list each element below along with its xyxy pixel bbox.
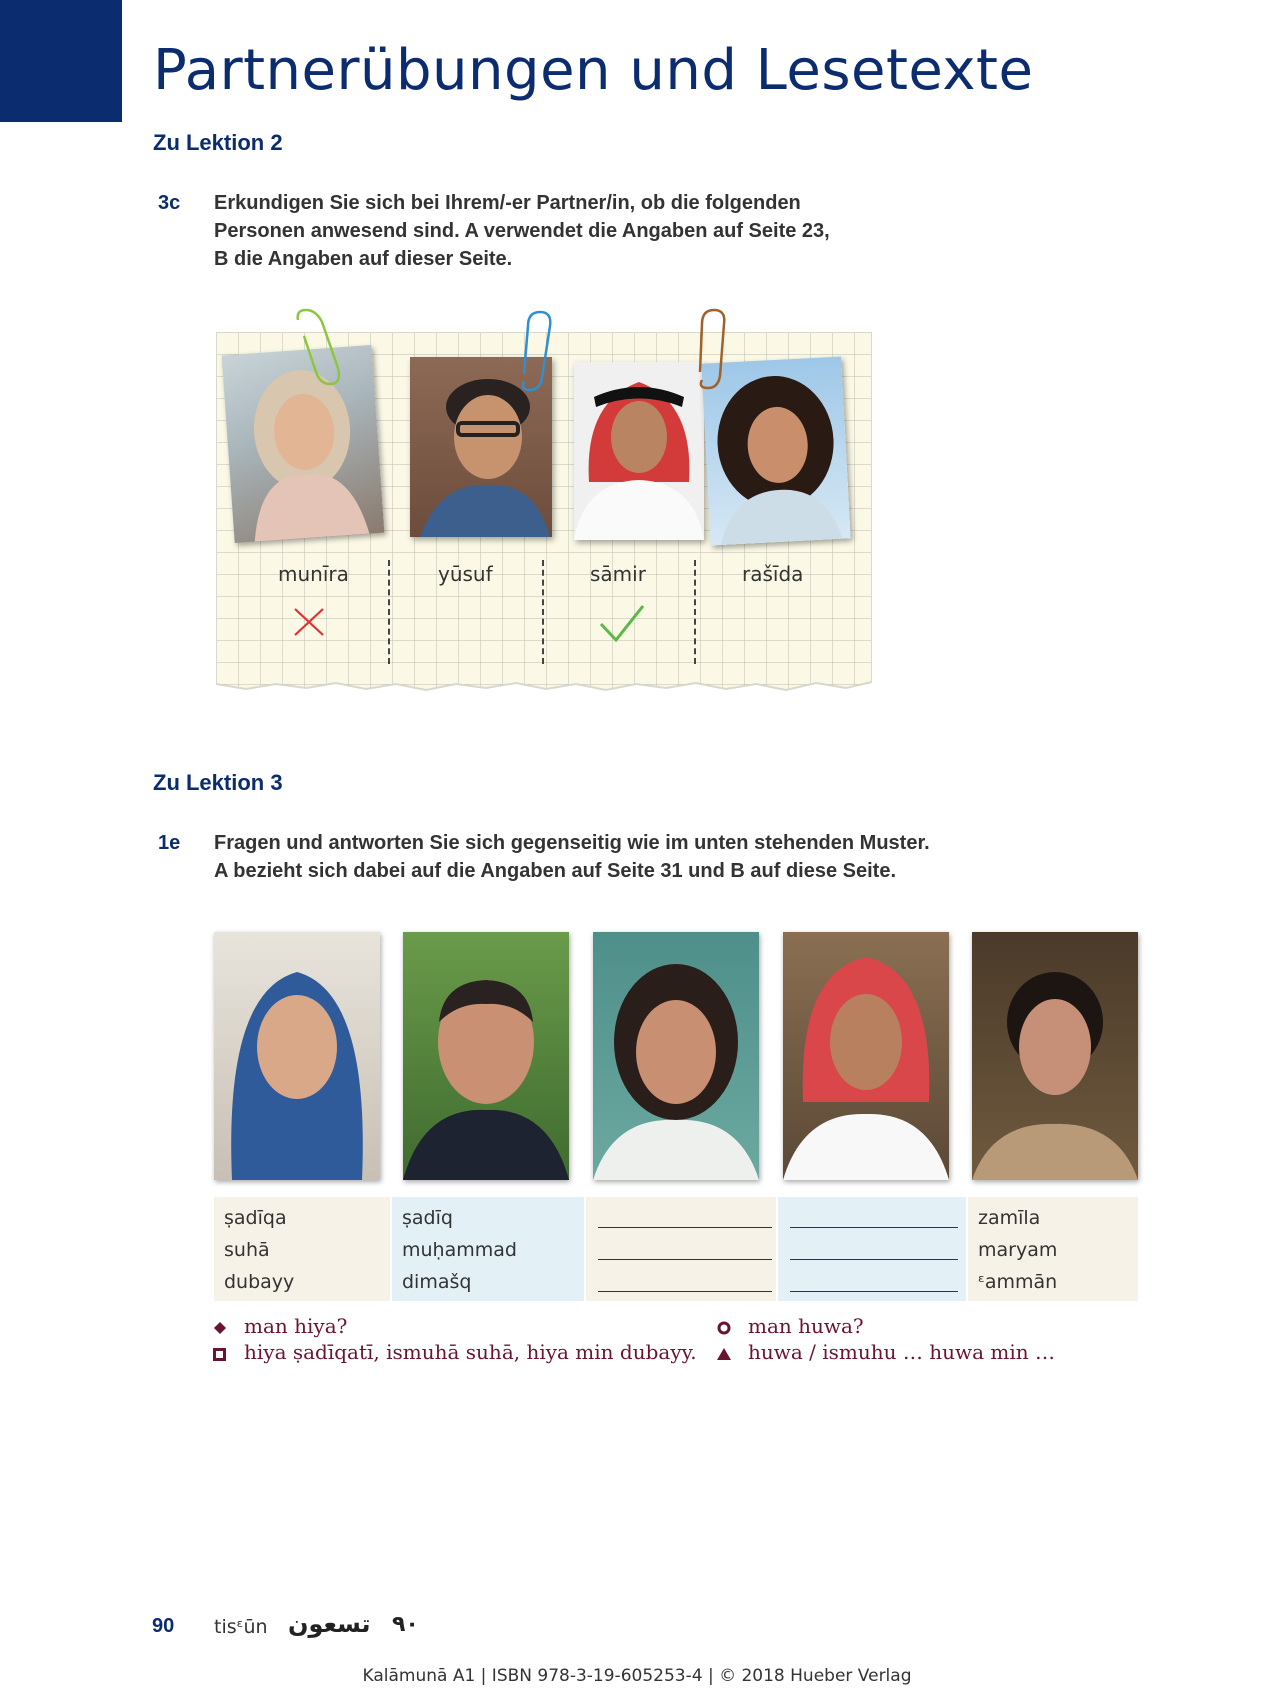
page-number-word: tisᵋūn [214,1616,268,1638]
column-divider [694,560,696,664]
instruction-line: Fragen und antworten Sie sich gegenseitig wie im unten stehenden Muster. [214,832,930,854]
page-number-arabic-digits: ٩٠ [392,1612,419,1637]
portrait-woman-3 [593,932,759,1180]
person-name: munīra [278,562,349,586]
exercise-number: 3c [158,192,181,214]
blank-line[interactable] [790,1259,958,1260]
corner-block [0,0,122,122]
card-line: ṣadīqa [224,1207,287,1229]
page-number-arabic-word: تسعون [288,1610,371,1638]
card-line: dimašq [402,1271,472,1293]
portrait-muhammad [403,932,569,1180]
cross-mark-icon [292,606,326,638]
imprint: Kalāmunā A1 | ISBN 978-3-19-605253-4 | © 2018 Hueber Verlag [362,1666,912,1686]
paperclip-icon [288,308,344,388]
portrait-man-4 [783,932,949,1180]
card-line: zamīla [978,1207,1041,1229]
instruction-line: Erkundigen Sie sich bei Ihrem/-er Partner/in, ob die folgenden [214,192,801,214]
exercise-instruction [214,829,930,885]
hollow-circle-icon [717,1321,731,1335]
dialog-question-female: man hiya? [244,1314,348,1338]
paperclip-icon [516,308,556,392]
paperclip-icon [694,306,730,390]
man-smiling-icon [403,932,569,1180]
card-line: dubayy [224,1271,295,1293]
woman-elegant-icon [972,932,1138,1180]
card-line: ṣadīq [402,1207,453,1229]
blank-line[interactable] [598,1259,772,1260]
info-card [214,1197,390,1301]
person-name: rašīda [742,562,804,586]
card-line: maryam [978,1239,1058,1261]
exercise-instruction [214,189,830,273]
portrait-sadiqa [214,932,380,1180]
dialog-question-male: man huwa? [748,1314,864,1338]
info-card-blank [586,1197,776,1301]
page-number: 90 [152,1615,175,1637]
dialog-answer-male: huwa / ismuhu … huwa min … [748,1340,1056,1364]
triangle-icon [716,1347,732,1361]
person-name: sāmir [590,562,646,586]
instruction-line: B die Angaben auf dieser Seite. [214,248,513,270]
blank-line[interactable] [598,1227,772,1228]
column-divider [542,560,544,664]
card-line: muḥammad [402,1239,517,1261]
blank-line[interactable] [790,1227,958,1228]
hollow-square-icon [213,1348,226,1361]
info-card [392,1197,584,1301]
woman-blue-headscarf-icon [214,932,380,1180]
exercise-number: 1e [158,832,181,854]
diamond-icon [213,1321,227,1335]
card-line: suhā [224,1239,270,1261]
column-divider [388,560,390,664]
blank-line[interactable] [790,1291,958,1292]
man-keffiyeh-icon [783,932,949,1180]
instruction-line: A bezieht sich dabei auf die Angaben auf Seite 31 und B auf diese Seite. [214,860,897,882]
page-title: Partnerübungen und Lesetexte [153,38,1034,103]
dialog-answer-female: hiya ṣadīqatī, ismuhā suhā, hiya min dubayy. [244,1340,697,1364]
person-name: yūsuf [438,562,493,586]
section-heading-lektion2: Zu Lektion 2 [153,130,283,155]
man-keffiyeh-icon [574,362,704,540]
check-mark-icon [598,602,646,644]
card-line: ᵋammān [978,1271,1058,1293]
instruction-line: Personen anwesend sind. A verwendet die Angaben auf Seite 23, [214,220,830,242]
woman-dark-hair-icon [593,932,759,1180]
portrait-zamila [972,932,1138,1180]
info-card [968,1197,1138,1301]
photo-samir [574,362,704,540]
blank-line[interactable] [598,1291,772,1292]
section-heading-lektion3: Zu Lektion 3 [153,770,283,795]
info-card-blank [778,1197,966,1301]
